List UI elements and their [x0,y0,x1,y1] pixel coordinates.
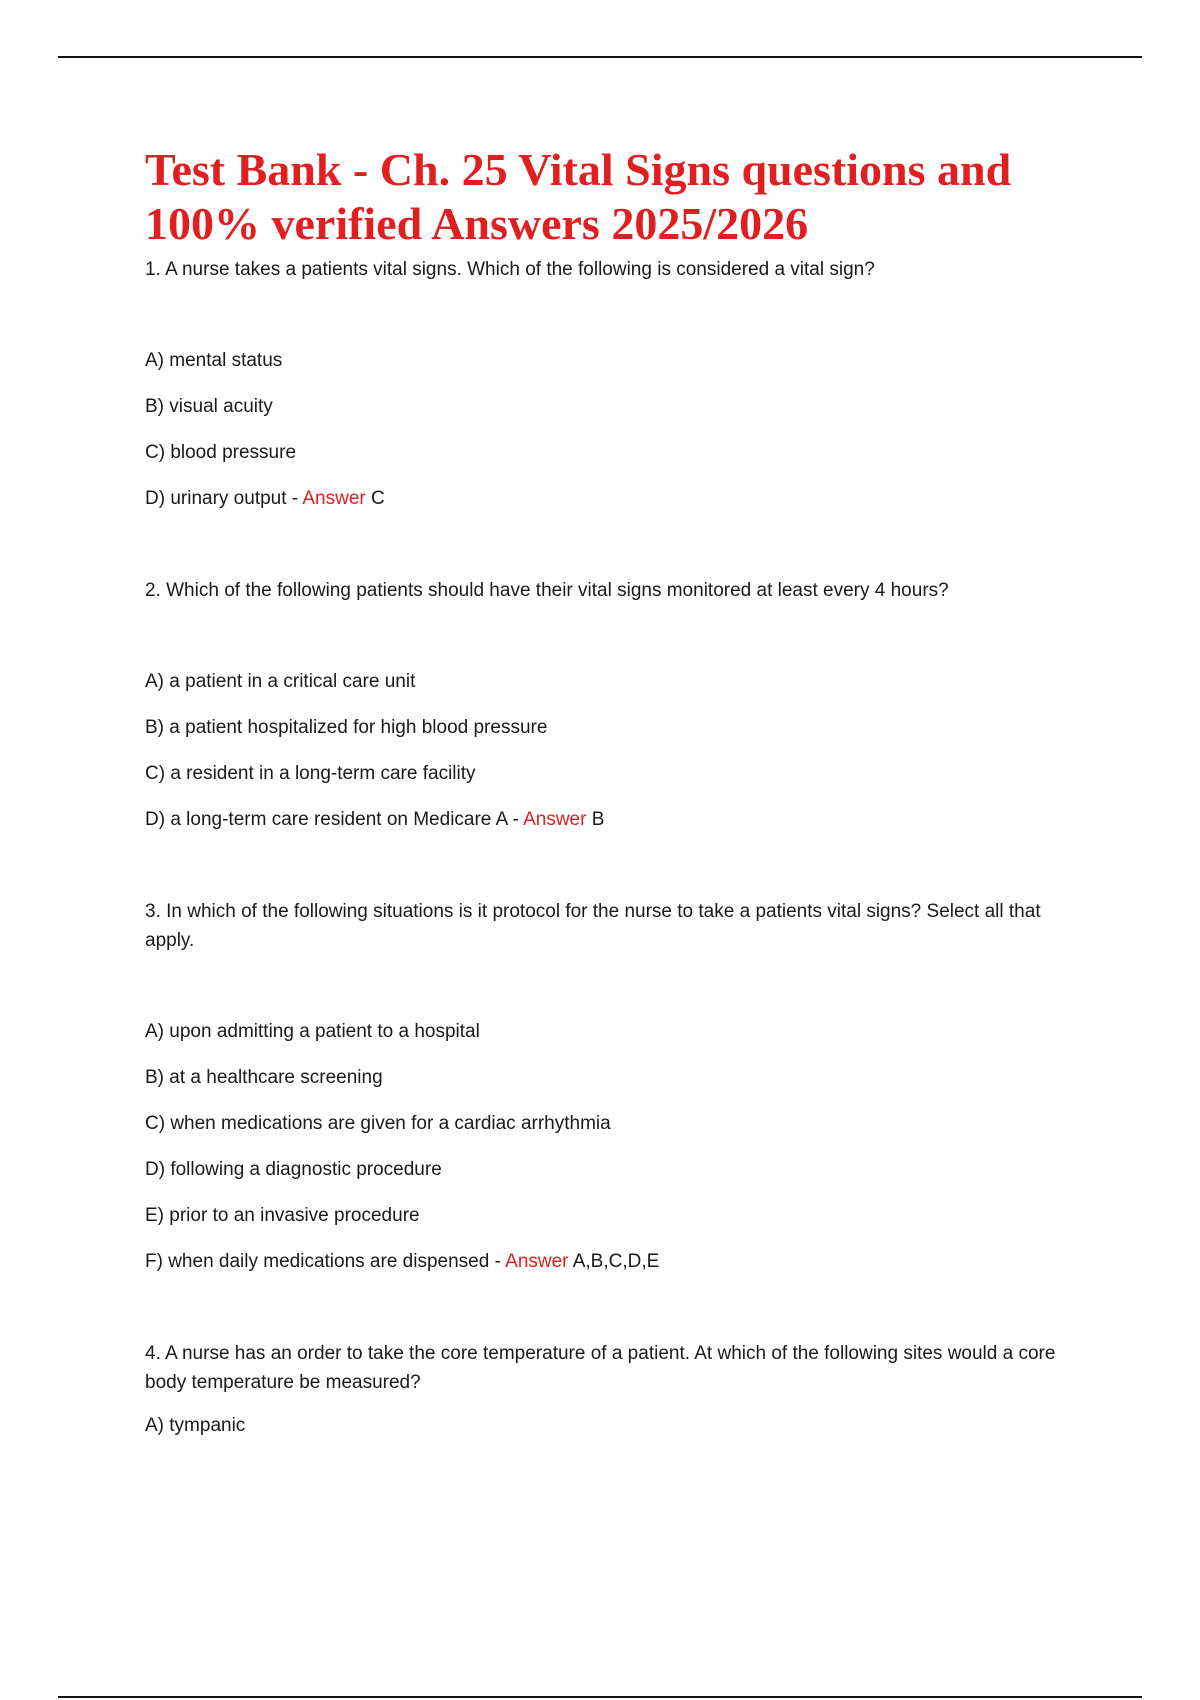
question-text: 2. Which of the following patients should have their vital signs monitored at least every 4 hours? [145,580,949,601]
question-block [145,255,1085,513]
option-text: D) urinary output - [145,488,299,509]
option-item: E) prior to an invasive procedure [145,1205,420,1226]
option-item: A) upon admitting a patient to a hospital [145,1021,480,1042]
question-text: 1. A nurse takes a patients vital signs. Which of the following is considered a vital sign? [145,259,875,280]
option-item-with-answer [145,805,1085,834]
option-text: D) a long-term care resident on Medicare A - [145,809,519,830]
question-block [145,897,1085,1276]
option-item: C) when medications are given for a cardiac arrhythmia [145,1113,611,1134]
answer-value: B [591,809,605,830]
option-item: C) blood pressure [145,442,297,463]
option-item: A) tympanic [145,1415,246,1436]
answer-label: Answer [302,488,366,509]
option-item: A) a patient in a critical care unit [145,671,416,692]
option-item: C) a resident in a long-term care facility [145,763,476,784]
document-body [145,143,1085,1457]
document-title: Test Bank - Ch. 25 Vital Signs questions and 100% verified Answers 2025/2026 [145,144,1012,249]
option-item-with-answer [145,484,1085,513]
option-item: B) a patient hospitalized for high blood pressure [145,717,548,738]
option-item: D) following a diagnostic procedure [145,1159,442,1180]
answer-value: C [371,488,385,509]
option-item: A) mental status [145,350,283,371]
option-text: F) when daily medications are dispensed - [145,1251,501,1272]
question-text: 3. In which of the following situations is it protocol for the nurse to take a patients vital signs? Select all that apply. [145,901,1041,951]
top-rule [58,56,1142,58]
question-block [145,576,1085,834]
question-text: 4. A nurse has an order to take the core temperature of a patient. At which of the following sites would a core body temperature be measured? [145,1343,1056,1393]
option-item: B) visual acuity [145,396,273,417]
answer-value: A,B,C,D,E [572,1251,660,1272]
option-item-with-answer [145,1247,1085,1276]
question-block [145,1339,1085,1440]
answer-label: Answer [505,1251,569,1272]
bottom-rule [58,1696,1142,1698]
option-item: B) at a healthcare screening [145,1067,383,1088]
answer-label: Answer [523,809,587,830]
